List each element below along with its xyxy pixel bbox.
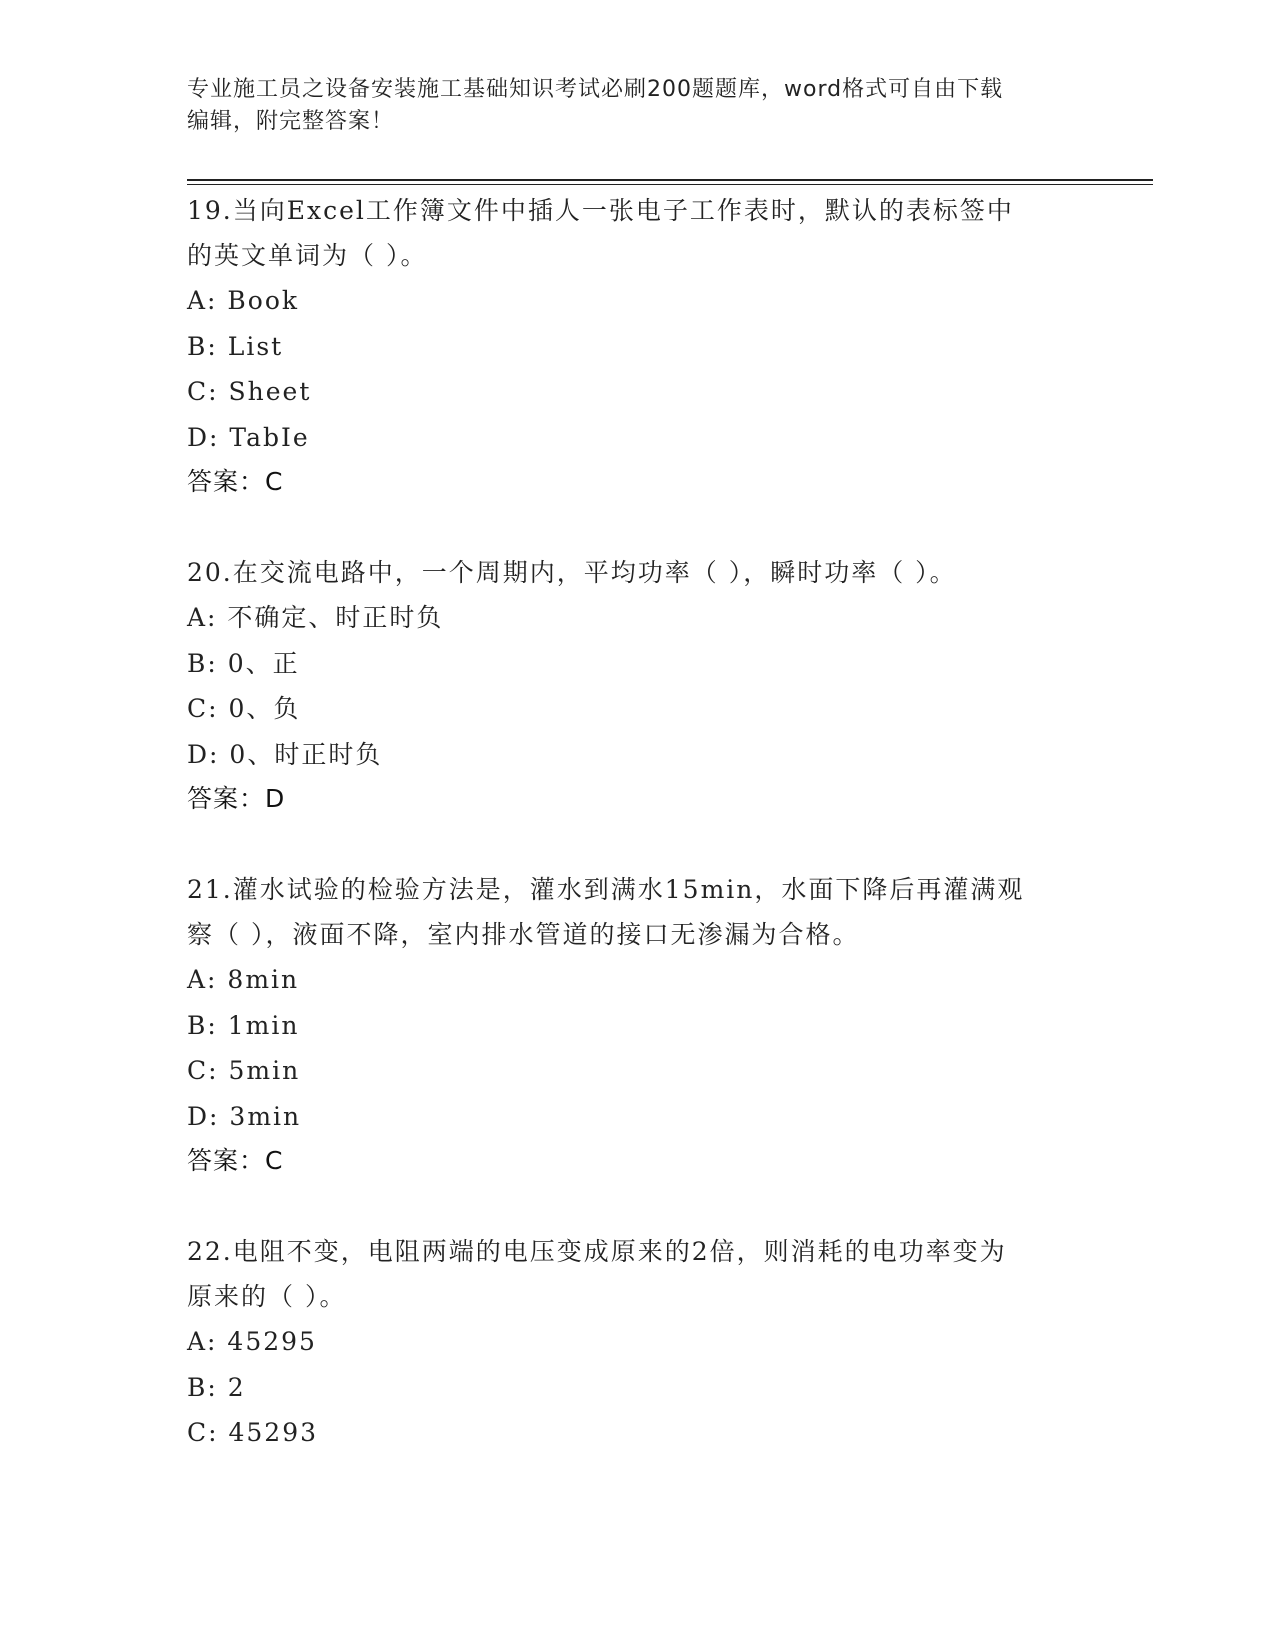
- stem-line: 22.电阻不变，电阻两端的电压变成原来的2倍，则消耗的电功率变为: [187, 1237, 1007, 1266]
- question-list: [187, 188, 1087, 1456]
- option-d: D: 0、时正时负: [187, 739, 383, 769]
- stem-line: 察（ ），液面不降，室内排水管道的接口无渗漏为合格。: [187, 920, 860, 949]
- header-line-2: 编辑，附完整答案！: [187, 109, 395, 134]
- option-b: B: 1min: [187, 1010, 300, 1040]
- question-stem: [187, 550, 1087, 595]
- question-22: [187, 1229, 1087, 1456]
- option-c: C: Sheet: [187, 377, 312, 406]
- option-c: C: 0、负: [187, 694, 301, 723]
- question-spacer: [187, 821, 1087, 867]
- option-c: C: 45293: [187, 1418, 319, 1447]
- answer-line: 答案：C: [187, 1146, 284, 1175]
- question-21: [187, 867, 1087, 1183]
- question-stem: [187, 867, 1087, 957]
- option-a: A: 8min: [187, 965, 300, 994]
- stem-line: 20.在交流电路中，一个周期内，平均功率（ ），瞬时功率（ ）。: [187, 558, 957, 587]
- header-line-1: 专业施工员之设备安装施工基础知识考试必刷200题题库，word格式可自由下载: [187, 77, 1004, 102]
- question-stem: [187, 1229, 1087, 1319]
- stem-line: 19.当向Excel工作簿文件中插人一张电子工作表时，默认的表标签中: [187, 196, 1014, 225]
- option-a: A: 不确定、时正时负: [187, 603, 444, 632]
- stem-line: 原来的（ ）。: [187, 1282, 347, 1311]
- option-b: B: List: [187, 331, 284, 361]
- question-19: [187, 188, 1087, 504]
- option-a: A: 45295: [187, 1327, 317, 1356]
- stem-line: 21.灌水试验的检验方法是，灌水到满水15min，水面下降后再灌满观: [187, 875, 1025, 904]
- option-b: B: 0、正: [187, 648, 300, 678]
- question-stem: [187, 188, 1087, 278]
- document-header: [187, 74, 1087, 138]
- stem-line: 的英文单词为（ ）。: [187, 241, 428, 270]
- question-20: [187, 550, 1087, 821]
- question-spacer: [187, 504, 1087, 550]
- option-c: C: 5min: [187, 1056, 301, 1085]
- option-d: D: TabIe: [187, 422, 310, 452]
- question-spacer: [187, 1183, 1087, 1229]
- header-divider-thin: [187, 184, 1153, 185]
- answer-line: 答案：C: [187, 467, 284, 496]
- option-d: D: 3min: [187, 1101, 302, 1131]
- option-a: A: Book: [187, 286, 300, 315]
- header-divider: [187, 179, 1153, 181]
- answer-line: 答案：D: [187, 784, 286, 813]
- option-b: B: 2: [187, 1372, 246, 1402]
